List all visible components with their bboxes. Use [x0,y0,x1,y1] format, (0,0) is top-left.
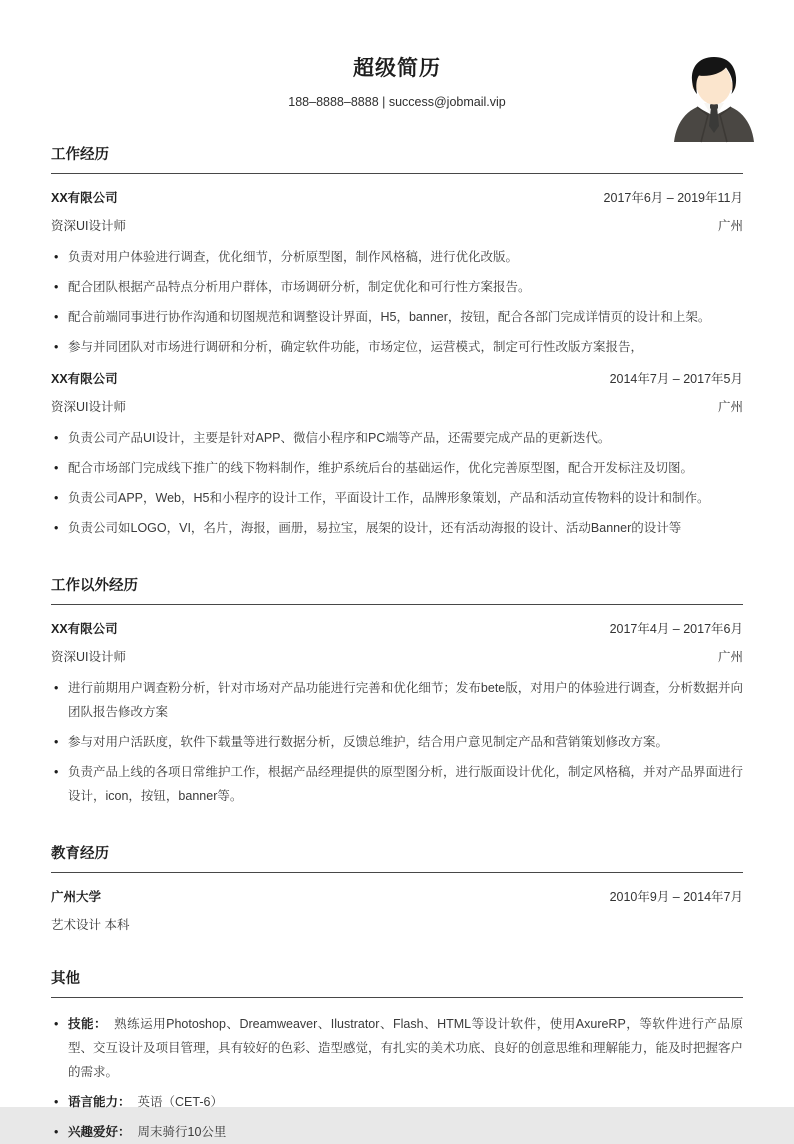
school-name: 广州大学 [51,890,102,904]
entry-head [51,188,743,206]
bullet-item: • 负责产品上线的各项日常维护工作，根据产品经理提供的原型图分析，进行版面设计优化，制定风格稿，并对产品界面进行设计，icon，按钮，banner等。 [51,760,743,808]
entry-head [51,887,743,905]
location: 广州 [717,219,743,233]
bullet-item: • 负责公司如LOGO，VI，名片，海报，画册，易拉宝，展架的设计，还有活动海报的设计、活动Banner的设计等 [51,516,743,540]
role-title: 资深UI设计师 [51,219,127,233]
entry-sub [51,397,743,415]
item-label: 语言能力： [68,1095,131,1109]
other-item-hobby [51,1120,743,1144]
bullet-list [51,676,743,808]
bullet-item: • 负责公司APP，Web，H5和小程序的设计工作，平面设计工作，品牌形象策划，产品和活动宣传物料的设计和制作。 [51,486,743,510]
entry-sub [51,647,743,665]
company-name: XX有限公司 [51,622,118,636]
section-heading-other: 其他 [51,967,743,998]
item-text: 熟练运用Photoshop、Dreamweaver、Ilustrator、Flash、HTML等设计软件，使用AxureRP，等软件进行产品原型、交互设计及项目管理，具有较好的色彩、造型感觉，有扎实的美术功底、良好的创意思维和理解能力，能及时把握客户的需求。 [68,1017,744,1079]
bullet-item: • 配合市场部门完成线下推广的线下物料制作，维护系统后台的基础运作，优化完善原型图，配合开发标注及切图。 [51,456,743,480]
date-range: 2017年6月 – 2019年11月 [603,191,743,205]
section-heading-education: 教育经历 [51,842,743,873]
item-text: 周末骑行10公里 [137,1125,227,1139]
location: 广州 [717,650,743,664]
date-range: 2017年4月 – 2017年6月 [609,622,743,636]
location: 广州 [717,400,743,414]
bullet-item: • 配合团队根据产品特点分析用户群体，市场调研分析，制定优化和可行性方案报告。 [51,275,743,299]
bullet-list [51,426,743,540]
date-range: 2014年7月 – 2017年5月 [609,372,743,386]
other-item-skills [51,1012,743,1084]
entry-head [51,619,743,637]
bullet-item: • 负责公司产品UI设计，主要是针对APP、微信小程序和PC端等产品，还需要完成产品的更新迭代。 [51,426,743,450]
extra-work-entry-1 [51,619,743,808]
section-extra-work [51,574,743,808]
profile-photo [666,46,762,142]
other-item-language [51,1090,743,1114]
bullet-list [51,245,743,359]
section-education [51,842,743,933]
education-entry-1 [51,887,743,933]
work-entry-1 [51,188,743,359]
bullet-item: • 负责对用户体验进行调查，优化细节，分析原型图，制作风格稿，进行优化改版。 [51,245,743,269]
section-heading-extra-work: 工作以外经历 [51,574,743,605]
role-title: 资深UI设计师 [51,650,127,664]
male-avatar-icon [666,46,762,142]
company-name: XX有限公司 [51,191,118,205]
bullet-item: • 配合前端同事进行协作沟通和切图规范和调整设计界面，H5，banner，按钮，配合各部门完成详情页的设计和上架。 [51,305,743,329]
entry-sub [51,216,743,234]
entry-head [51,369,743,387]
company-name: XX有限公司 [51,372,118,386]
page-title: 超级简历 [353,57,441,80]
item-label: 技能： [68,1017,108,1031]
bullet-item: • 参与并同团队对市场进行调研和分析，确定软件功能，市场定位，运营模式，制定可行性改版方案报告， [51,335,743,359]
bullet-item: • 参与对用户活跃度，软件下载量等进行数据分析，反馈总维护，结合用户意见制定产品和营销策划修改方案。 [51,730,743,754]
bullet-list [51,1012,743,1144]
role-title: 资深UI设计师 [51,400,127,414]
entry-sub [51,915,743,933]
section-work [51,143,743,540]
item-text: 英语（CET-6） [137,1095,223,1109]
section-heading-work: 工作经历 [51,143,743,174]
date-range: 2010年9月 – 2014年7月 [609,890,743,904]
contact-info: 188–8888–8888 | success@jobmail.vip [288,95,506,109]
degree: 艺术设计 本科 [51,918,130,932]
work-entry-2 [51,369,743,540]
item-label: 兴趣爱好： [68,1125,131,1139]
section-other [51,967,743,1144]
resume-header [51,0,743,109]
bullet-item: • 进行前期用户调查粉分析，针对市场对产品功能进行完善和优化细节；发布bete版，对用户的体验进行调查，分析数据并向团队报告修改方案 [51,676,743,724]
